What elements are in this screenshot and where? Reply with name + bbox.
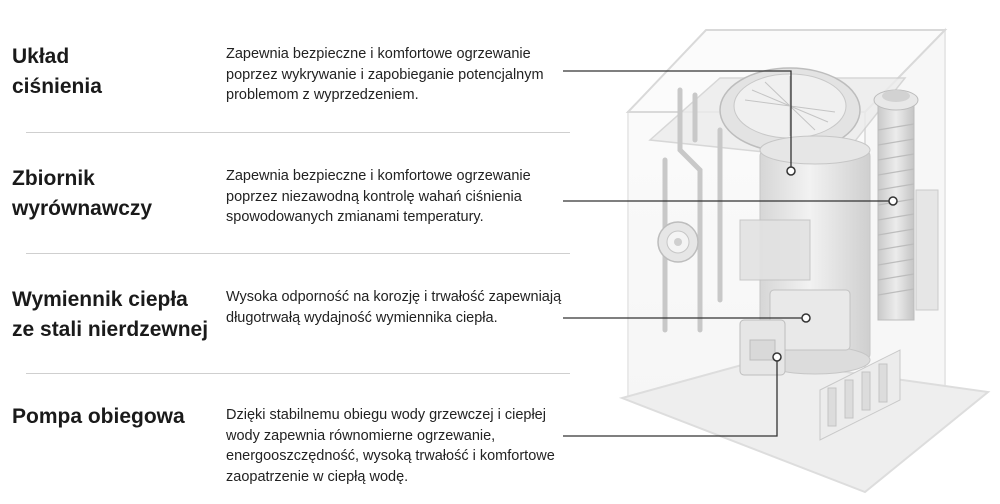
divider — [26, 253, 570, 254]
feature-title-expansion-tank: Zbiornik wyrównawczy — [12, 167, 153, 220]
feature-desc-circulation-pump: Dzięki stabilnemu obiegu wody grzewczej i ciepłej wody zapewnia równomierne ogrzewanie, energooszczędność, wysoką trwałość i komfortowe zaopatrzenie w ciepłą wodę. — [226, 407, 555, 485]
feature-title-circulation-pump: Pompa obiegowa — [12, 405, 185, 428]
feature-title-pressure-system: Układ ciśnienia — [12, 45, 102, 98]
boiler-illustration — [590, 0, 1000, 504]
divider — [26, 373, 570, 374]
feature-desc-pressure-system: Zapewnia bezpieczne i komfortowe ogrzewanie poprzez wykrywanie i zapobieganie potencjalnym problemom z wyprzedzeniem. — [226, 46, 544, 103]
feature-title-heat-exchanger: Wymiennik ciepła ze stali nierdzewnej — [12, 288, 209, 341]
feature-desc-heat-exchanger: Wysoka odporność na korozję i trwałość zapewniają długotrwałą wydajność wymiennika ciepła. — [226, 289, 562, 326]
divider — [26, 132, 570, 133]
feature-desc-expansion-tank: Zapewnia bezpieczne i komfortowe ogrzewanie poprzez niezawodną kontrolę wahań ciśnienia spowodowanych zmianami temperatury. — [226, 168, 531, 225]
